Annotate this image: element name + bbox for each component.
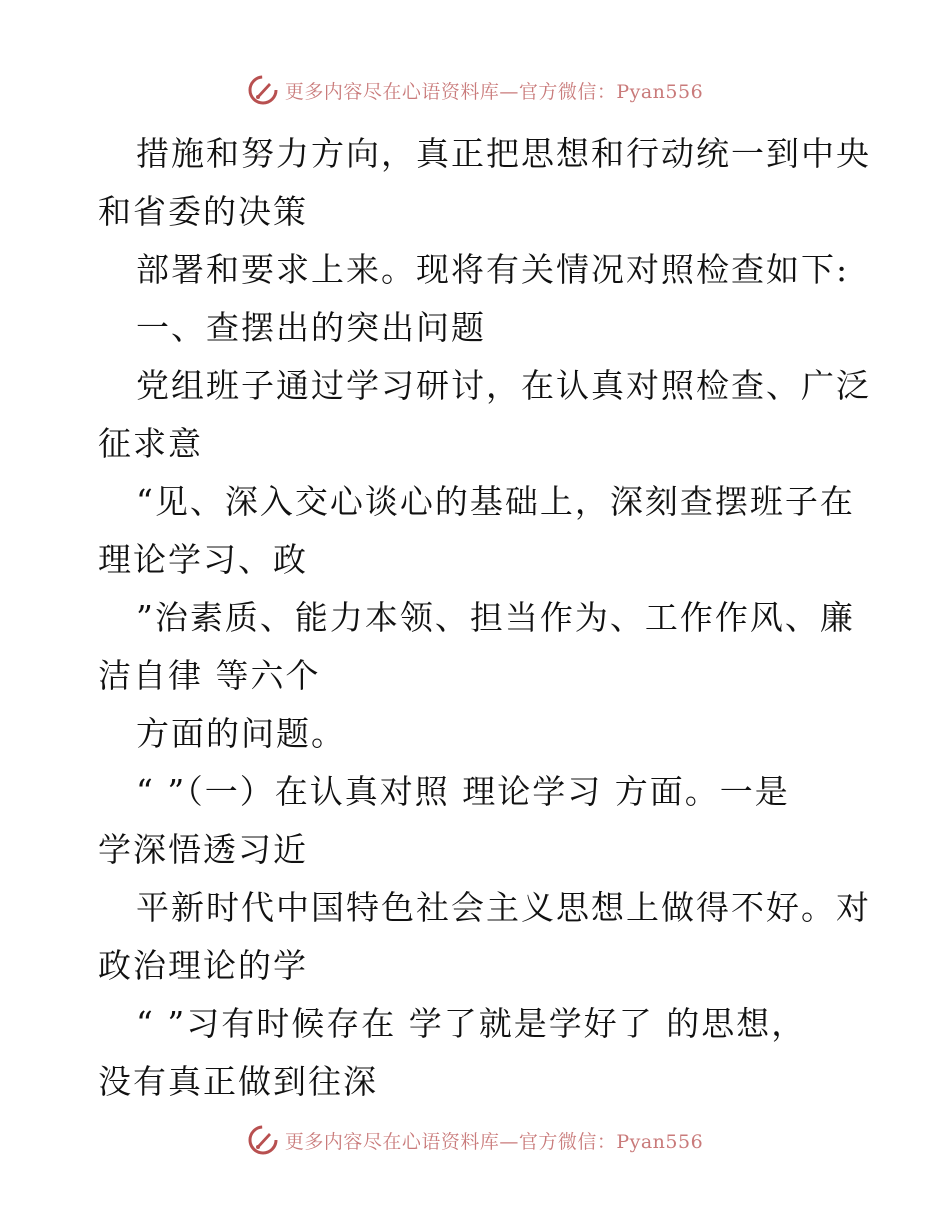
text-line: 没有真正做到往深: [98, 1062, 378, 1101]
text-line: “ ”习有时候存在 学了就是学好了 的思想，: [136, 1004, 807, 1043]
footer-watermark-banner: [0, 1120, 950, 1160]
document-body: [98, 125, 871, 1111]
text-line: 理论学习、政: [98, 540, 308, 579]
watermark-handle: Pyan556: [616, 80, 704, 103]
text-line: 和省委的决策: [98, 192, 308, 231]
watermark-text: 更多内容尽在心语资料库—官方微信：Pyan556: [284, 1130, 704, 1153]
watermark-text: 更多内容尽在心语资料库—官方微信：Pyan556: [284, 80, 704, 103]
text-line: ”治素质、能力本领、担当作为、工作作风、廉: [136, 598, 855, 637]
text-line: “ ”（一）在认真对照 理论学习 方面。一是: [136, 772, 790, 811]
text-line: 洁自律 等六个: [98, 656, 321, 695]
text-line: 方面的问题。: [136, 714, 346, 753]
text-line: 一、查摆出的突出问题: [136, 308, 486, 347]
text-line: 部署和要求上来。现将有关情况对照检查如下:: [136, 250, 850, 289]
text-line: 党组班子通过学习研讨，在认真对照检查、广泛: [136, 366, 871, 405]
text-line: 学深悟透习近: [98, 830, 308, 869]
watermark-handle: Pyan556: [616, 1130, 704, 1153]
text-line: “见、深入交心谈心的基础上，深刻查摆班子在: [136, 482, 855, 521]
header-watermark-banner: [0, 70, 950, 110]
swirl-pen-logo-icon: [247, 1124, 279, 1156]
text-line: 政治理论的学: [98, 946, 308, 985]
text-line: 征求意: [98, 424, 203, 463]
text-line: 平新时代中国特色社会主义思想上做得不好。对: [136, 888, 871, 927]
text-line: 措施和努力方向，真正把思想和行动统一到中央: [136, 134, 871, 173]
swirl-pen-logo-icon: [247, 74, 279, 106]
